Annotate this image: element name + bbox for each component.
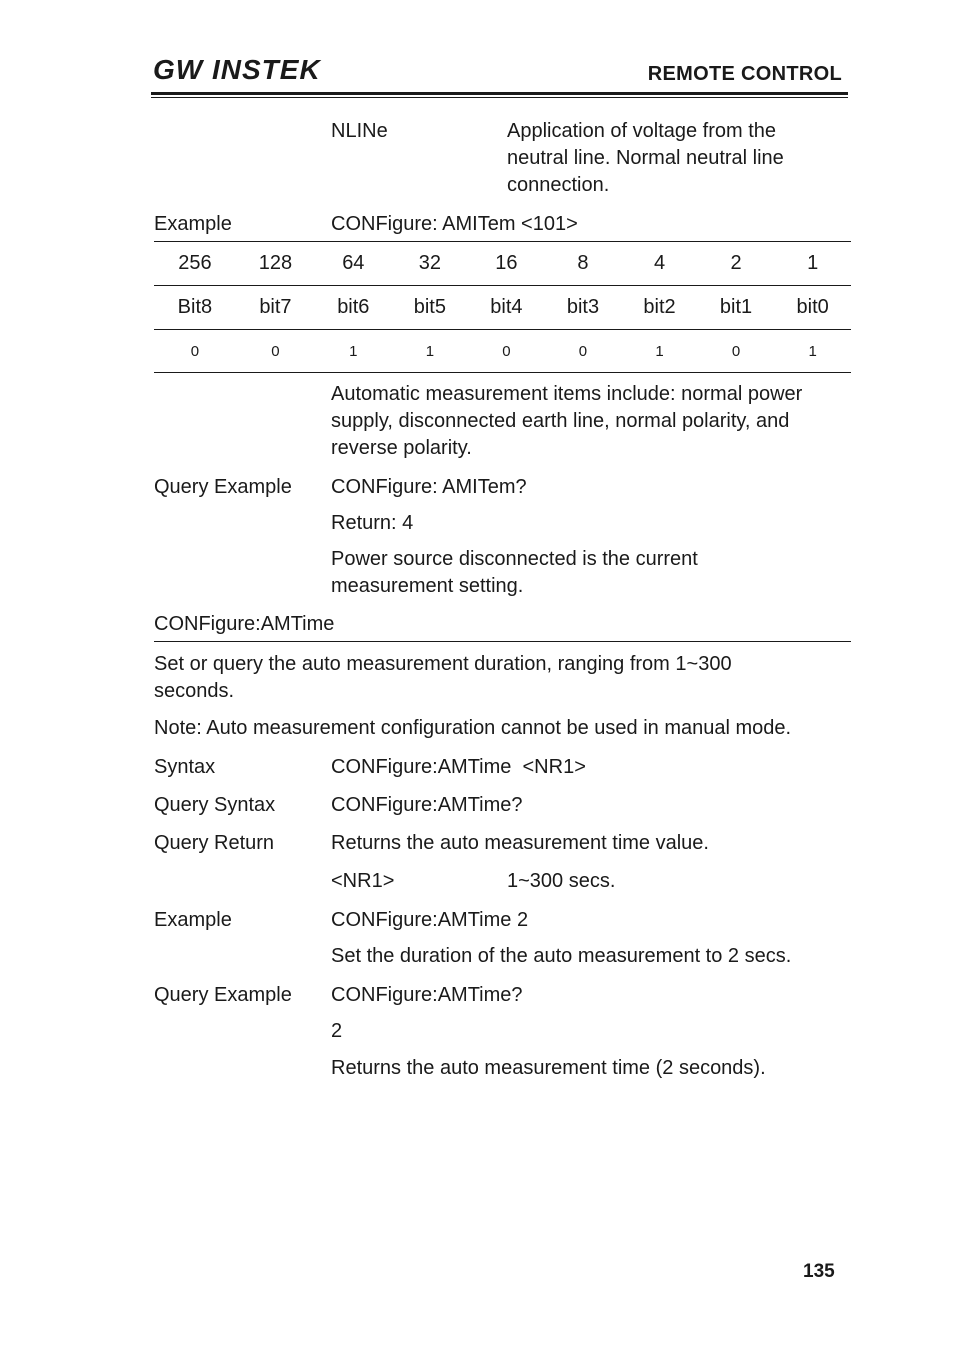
param-nline: NLINe [331,120,388,142]
bit-name-cell: bit3 [545,286,622,330]
query-example-command: CONFigure: AMITem? [331,476,527,498]
bit-weight-cell: 8 [545,242,622,286]
bit-value-cell: 1 [392,330,469,373]
example-command: CONFigure: AMITem <101> [331,213,578,235]
bit-name-cell: bit6 [315,286,392,330]
bit-name-cell: Bit8 [154,286,236,330]
bit-value-cell: 0 [154,330,236,373]
bit-value-row [154,330,851,373]
query-return-label: Query Return [154,832,275,854]
header-divider-thick [151,92,848,95]
bit-value-cell: 0 [698,330,775,373]
query-example2-return: 2 [331,1020,343,1042]
syntax-label: Syntax [154,756,216,778]
bit-name-cell: bit7 [236,286,315,330]
bit-name-cell: bit1 [698,286,775,330]
query-example2-label: Query Example [154,984,292,1006]
query-example-description: Power source disconnected is the current measurement setting. [331,548,698,597]
bit-table [154,241,851,373]
section-title: REMOTE CONTROL [647,63,842,85]
bit-weight-cell: 256 [154,242,236,286]
auto-items-note: Automatic measurement items include: normal power supply, disconnected earth line, normal polarity, and reverse polarity. [331,383,803,459]
bit-weight-cell: 32 [392,242,469,286]
nr1-range: 1~300 secs. [507,870,616,892]
query-example2-command: CONFigure:AMTime? [331,984,523,1006]
bit-name-cell: bit5 [392,286,469,330]
bit-value-cell: 0 [545,330,622,373]
bit-weight-cell: 128 [236,242,315,286]
command-heading: CONFigure:AMTime [154,613,335,635]
bit-name-cell: bit4 [468,286,545,330]
query-syntax-value: CONFigure:AMTime? [331,794,523,816]
nr1-param: <NR1> [331,870,395,892]
bit-value-cell: 0 [236,330,315,373]
bit-value-cell: 1 [621,330,698,373]
query-example2-description: Returns the auto measurement time (2 seconds). [331,1057,766,1079]
header-divider-thin [151,97,848,98]
bit-value-cell: 1 [774,330,851,373]
query-example-return: Return: 4 [331,512,414,534]
param-nline-description: Application of voltage from the neutral line. Normal neutral line connection. [507,120,784,196]
example2-command: CONFigure:AMTime 2 [331,909,529,931]
bit-value-cell: 0 [468,330,545,373]
bit-weight-cell: 1 [774,242,851,286]
bit-name-cell: bit2 [621,286,698,330]
brand-logo: GW INSTEK [153,54,321,85]
example2-label: Example [154,909,232,931]
command-description: Set or query the auto measurement duration, ranging from 1~300 seconds. [154,653,732,702]
bit-weight-cell: 16 [468,242,545,286]
heading-divider [154,641,851,642]
example-label: Example [154,213,232,235]
example2-description: Set the duration of the auto measurement to 2 secs. [331,945,792,967]
bit-name-row [154,286,851,330]
query-return-value: Returns the auto measurement time value. [331,832,709,854]
bit-name-cell: bit0 [774,286,851,330]
bit-weight-cell: 4 [621,242,698,286]
bit-weight-cell: 64 [315,242,392,286]
bit-weight-cell: 2 [698,242,775,286]
page-number: 135 [803,1261,835,1282]
bit-weight-row [154,242,851,286]
syntax-value: CONFigure:AMTime <NR1> [331,756,586,778]
command-note: Note: Auto measurement configuration cannot be used in manual mode. [154,717,792,739]
query-syntax-label: Query Syntax [154,794,276,816]
bit-value-cell: 1 [315,330,392,373]
query-example-label: Query Example [154,476,292,498]
